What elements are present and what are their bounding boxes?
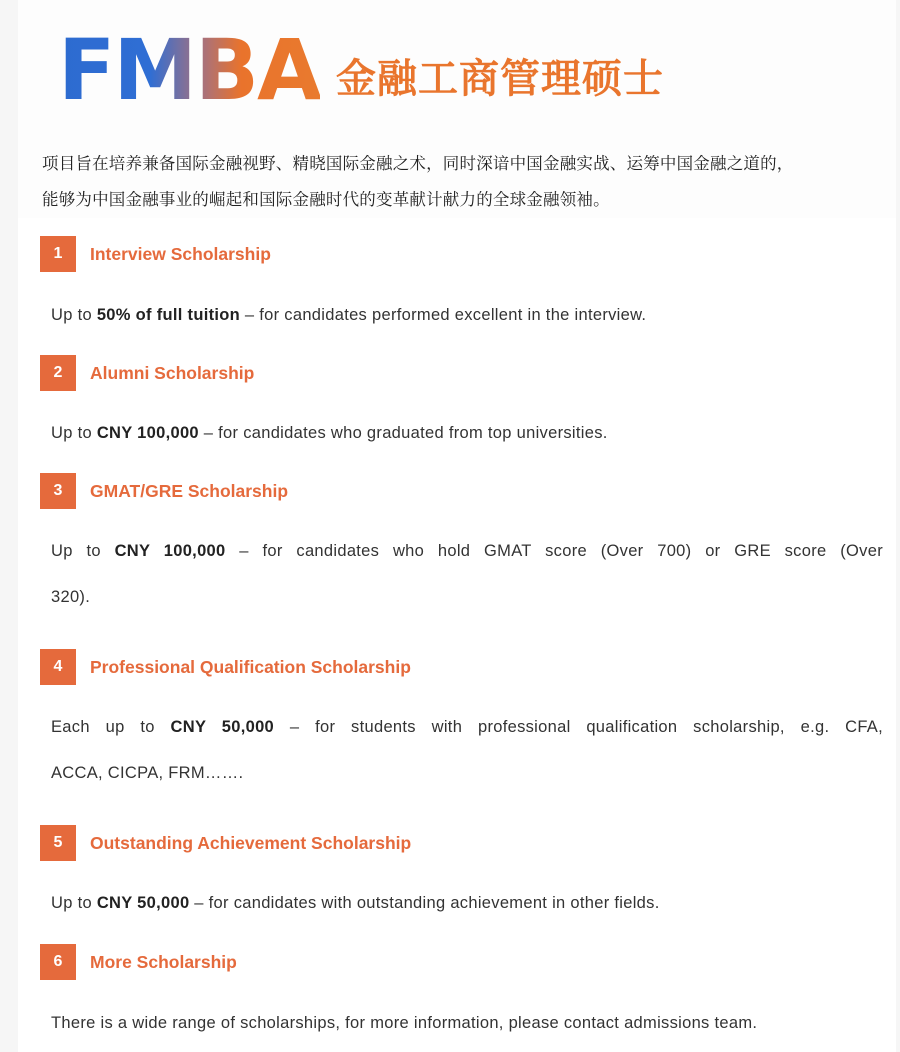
scholarship-title: More Scholarship [90,951,237,972]
intro-line: 能够为中国金融事业的崛起和国际金融时代的变革献计献力的全球金融领袖。 [42,191,610,209]
scholarship-heading-interview [40,236,271,272]
desc-suffix: – for students with professional qualification scholarship, e.g. CFA, [274,718,883,736]
program-intro [42,146,882,218]
scholarship-description [51,1000,883,1046]
scholarship-heading-gmat-gre [40,473,288,509]
scholarship-heading-professional [40,649,411,685]
number-badge: 5 [40,825,76,861]
desc-prefix: Up to [51,424,97,442]
scholarship-heading-more [40,944,237,980]
scholarship-title: GMAT/GRE Scholarship [90,480,289,501]
desc-prefix: Up to [51,542,115,560]
scholarship-description [51,704,883,796]
scholarship-heading-outstanding [40,825,411,861]
scholarship-amount: CNY 50,000 [96,894,190,912]
desc-text: There is a wide range of scholarships, for more information, please contact admissions team. [51,1014,758,1032]
desc-prefix: Each up to [51,718,171,736]
desc-continuation: ACCA, CICPA, FRM……. [51,764,244,782]
scholarship-title: Alumni Scholarship [90,362,255,383]
desc-prefix: Up to [51,894,97,912]
scholarship-title: Professional Qualification Scholarship [90,656,411,677]
desc-suffix: – for candidates with outstanding achievement in other fields. [189,894,660,912]
number-badge: 1 [40,236,76,272]
desc-suffix: – for candidates who hold GMAT score (Over 700) or GRE score (Over [225,542,883,560]
scholarship-description [51,292,883,338]
number-badge: 2 [40,355,76,391]
scholarship-description [51,410,883,456]
intro-line: 项目旨在培养兼备国际金融视野、精晓国际金融之术，同时深谙中国金融实战、运筹中国金融之道的， [42,155,794,173]
number-badge: 4 [40,649,76,685]
scholarship-title: Interview Scholarship [90,243,271,264]
scholarship-amount: CNY 100,000 [114,542,226,560]
logo-chinese-title: 金融工商管理硕士 [336,56,664,102]
desc-prefix: Up to [51,306,97,324]
desc-suffix: – for candidates performed excellent in the interview. [240,306,647,324]
scholarship-amount: 50% of full tuition [96,306,241,324]
number-badge: 6 [40,944,76,980]
logo-letters: FMBA [58,21,321,119]
scholarship-title: Outstanding Achievement Scholarship [90,832,412,853]
scholarship-amount: CNY 50,000 [170,718,275,736]
scholarship-heading-alumni [40,355,254,391]
scholarship-list [18,218,896,1052]
desc-continuation: 320). [51,588,91,606]
scholarship-description [51,528,883,620]
scholarship-amount: CNY 100,000 [96,424,199,442]
desc-suffix: – for candidates who graduated from top universities. [198,424,608,442]
number-badge: 3 [40,473,76,509]
scholarship-description [51,880,883,926]
